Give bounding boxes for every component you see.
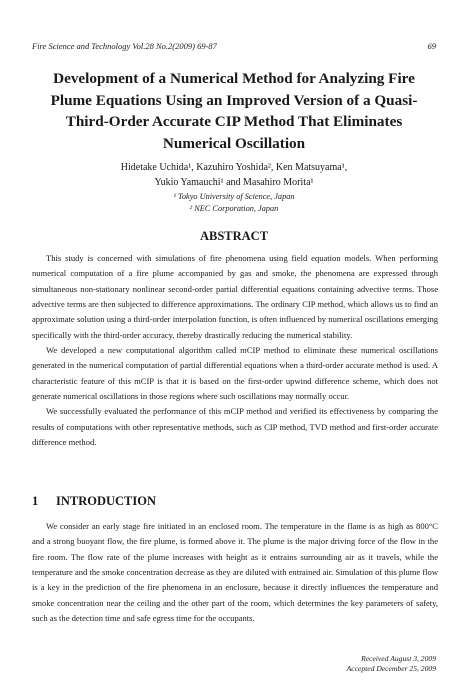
author-list — [40, 160, 428, 190]
received-date: Received August 3, 2009 — [361, 654, 436, 663]
journal-citation: Fire Science and Technology Vol.28 No.2(2009) 69-87 — [32, 41, 217, 51]
title-line-1: Development of a Numerical Method for Analyzing Fire — [53, 70, 415, 87]
section-heading-introduction — [32, 494, 156, 509]
paper-title — [40, 68, 428, 154]
section-number: 1 — [32, 494, 39, 508]
page-number: 69 — [427, 41, 436, 51]
authors-line-2: Yukio Yamauchi¹ and Masahiro Morita¹ — [154, 177, 314, 188]
abstract-paragraph-1: This study is concerned with simulations of fire phenomena using field equation models. When performing numerical computation of a fire plume accompanied by gas and smoke, the phenomena are expressed through simultaneous non-stationary nonlinear second-order partial differential equations containing advective terms. Those advective terms are then subjected to difference approximations. The ordinary CIP method, which allows us to find an approximate solution using a third-order interpolation function, is often influenced by numerical oscillations emerging specifically with the third-order accuracy, thereby drastically reducing the numerical stability. — [32, 253, 438, 340]
intro-paragraph-1: We consider an early stage fire initiated in an enclosed room. The temperature in the flame is as high as 800°C and a strong buoyant flow, the fire plume, is formed above it. The plume is the major driving force of the flow in the fire room. The flow rate of the plume increases with height as it entrains surrounding air as it travels, while the temperature and the smoke concentration decrease as they are diluted with entrained air. Simulation of this plume flow is a key in the prediction of the fire phenomena in an enclosure, because it directly influences the temperature and smoke concentration near the ceiling and the other part of the room, which determines the key parameters of safety, such as the detection time and safe egress time for the occupants. — [32, 521, 438, 624]
section-title: INTRODUCTION — [56, 494, 157, 508]
running-head — [32, 41, 436, 51]
abstract-paragraph-2: We developed a new computational algorithm called mCIP method to eliminate these numerical oscillations generated in the numerical computation of partial differential equations when a third-order accurate method is used. A characteristic feature of this mCIP is that it is based on the first-order upwind difference scheme, which does not generate numerical oscillations in those regions where such oscillations may normally occur. — [32, 345, 438, 402]
affiliation-1: ¹ Tokyo University of Science, Japan — [173, 192, 295, 201]
title-line-4: Numerical Oscillation — [162, 134, 306, 152]
authors-line-1: Hidetake Uchida¹, Kazuhiro Yoshida², Ken Matsuyama¹, — [120, 162, 348, 173]
abstract-heading: ABSTRACT — [199, 229, 269, 243]
title-line-2: Plume Equations Using an Improved Version of a Quasi- — [50, 91, 418, 109]
title-line-3: Third-Order Accurate CIP Method That Eliminates — [65, 113, 403, 130]
received-dates — [347, 654, 436, 674]
abstract-paragraph-3: We successfully evaluated the performance of this mCIP method and verified its effectiveness by comparing the results of computations with other representative methods, such as CIP method, TVD method and first-order accurate difference method. — [32, 406, 438, 448]
affiliation-2: ² NEC Corporation, Japan — [189, 204, 279, 213]
introduction-body — [32, 519, 438, 626]
accepted-date: Accepted December 25, 2009 — [346, 664, 436, 673]
affiliations — [40, 191, 428, 215]
abstract-body — [32, 251, 438, 450]
